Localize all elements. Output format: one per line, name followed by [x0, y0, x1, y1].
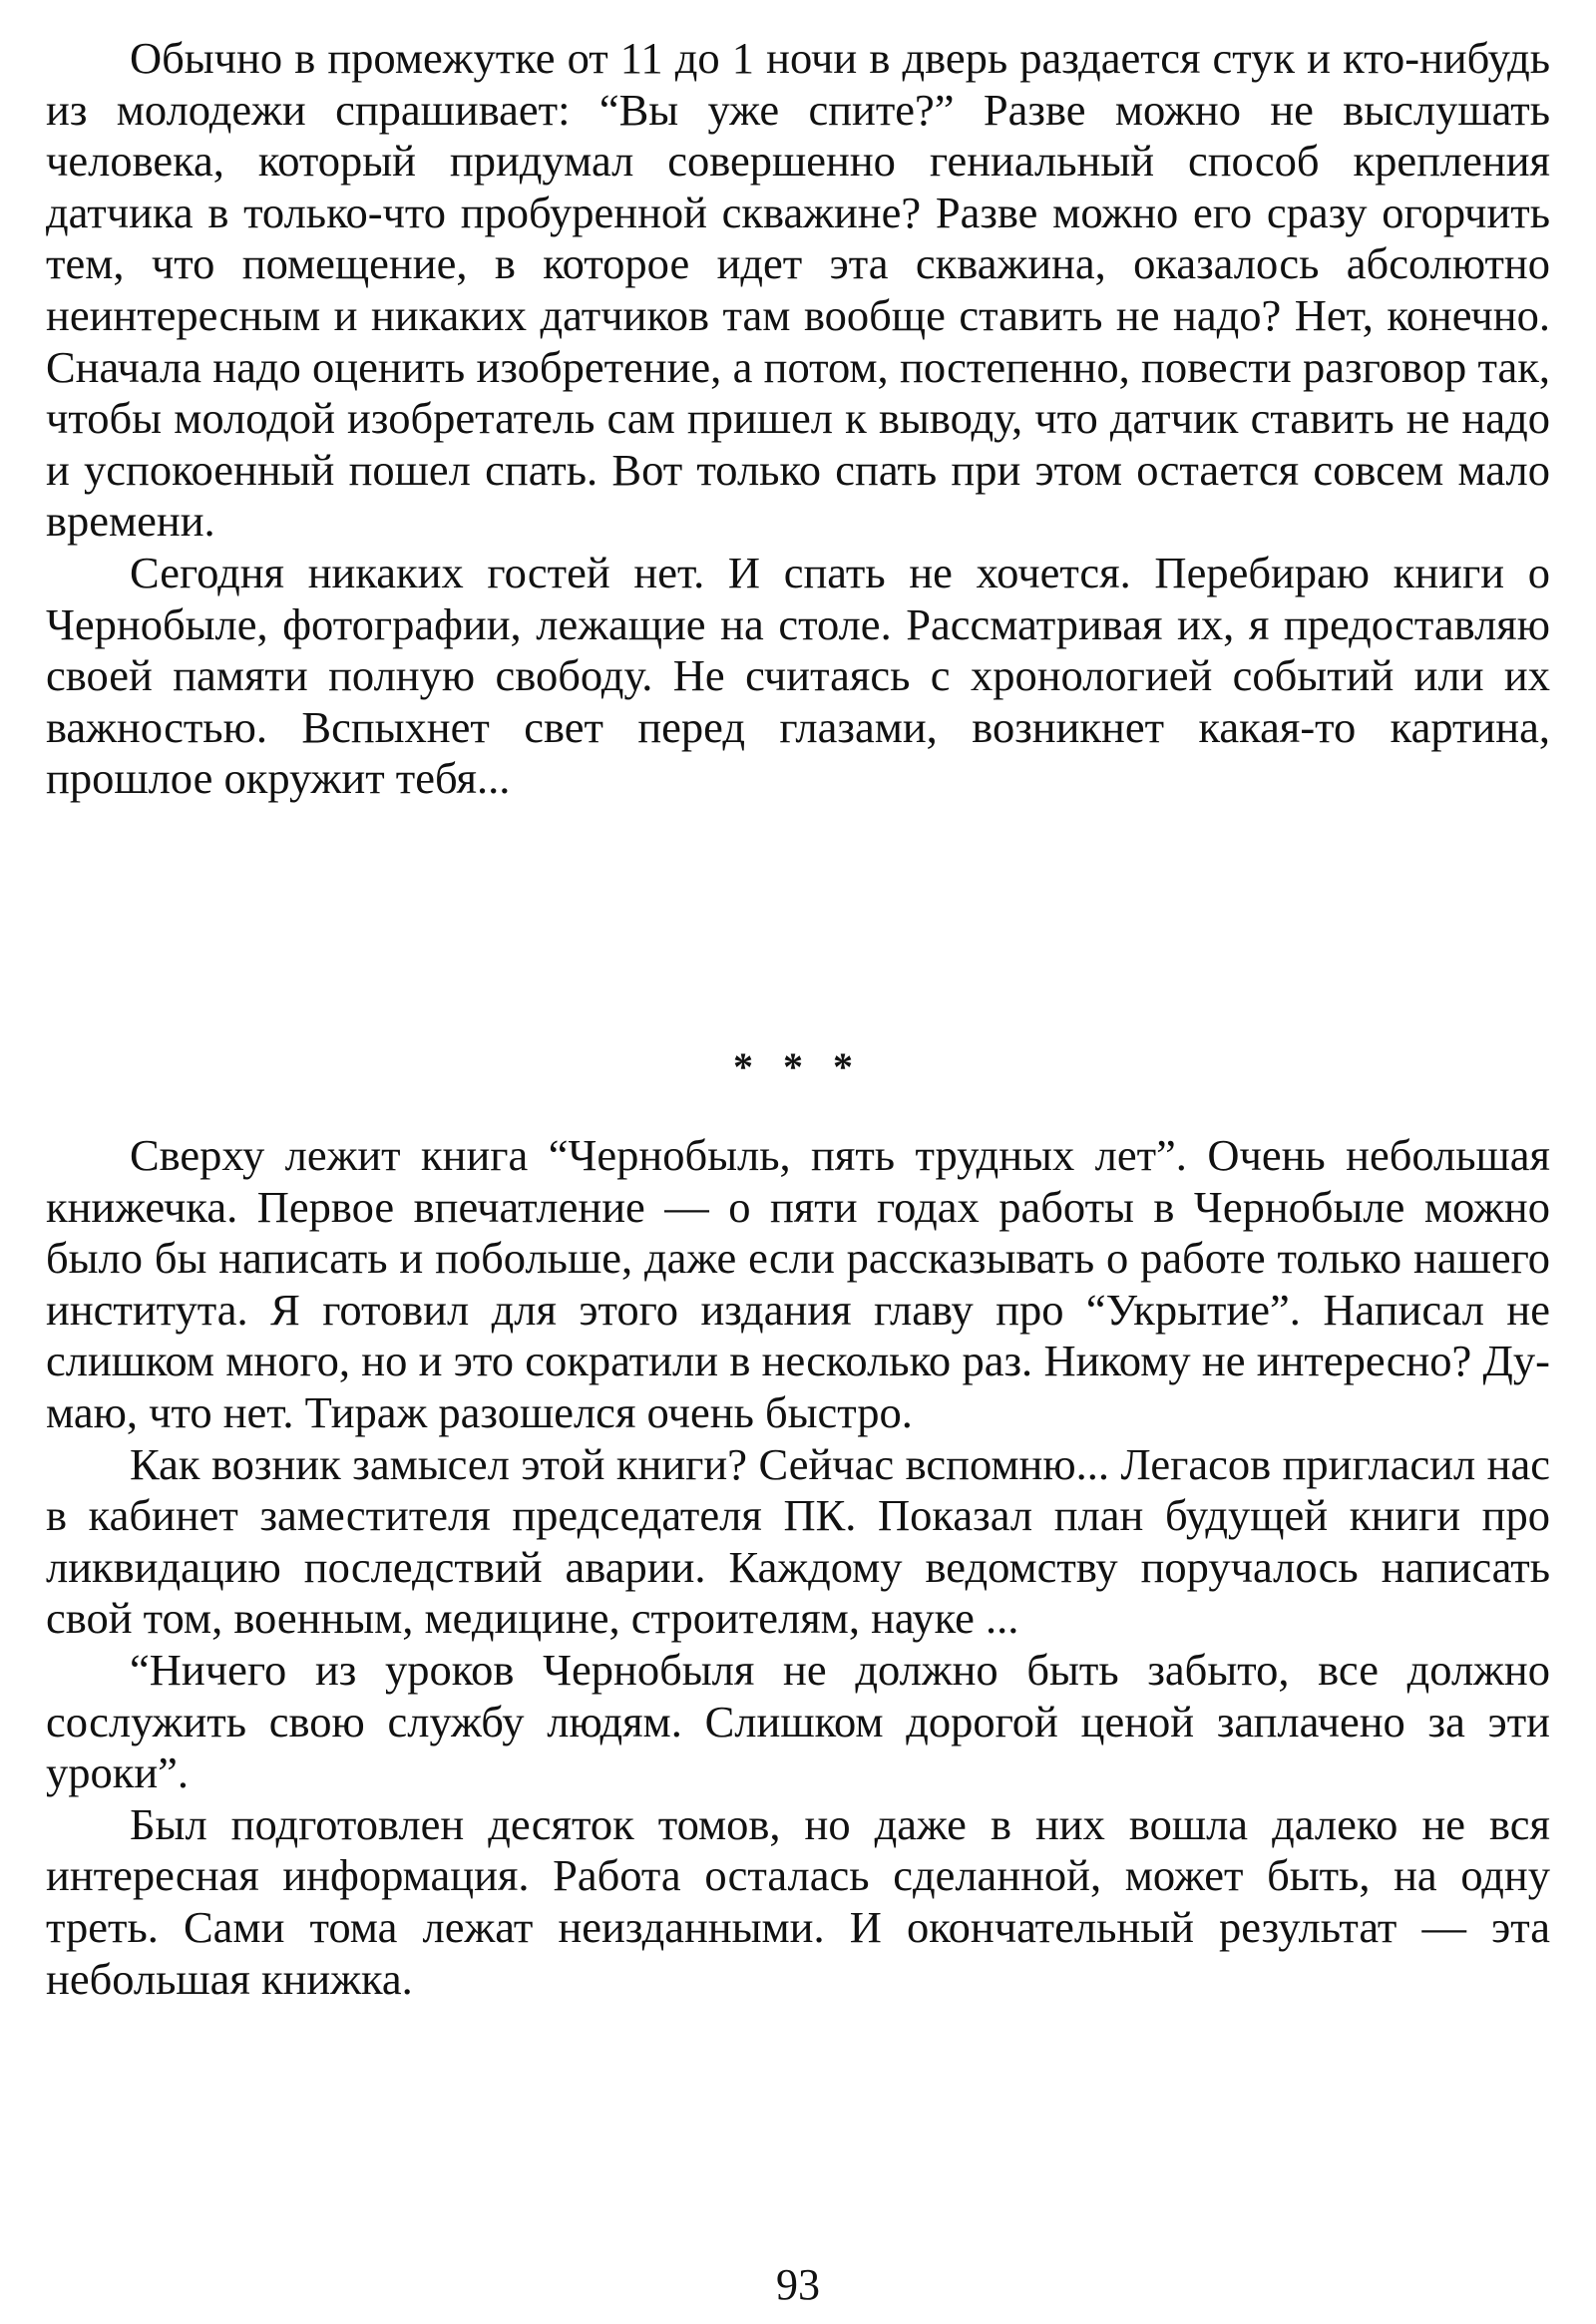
paragraph: Сверху лежит книга “Чернобыль, пять трудных лет”. Очень небольшая книжечка. Первое впечатление — о пяти годах работы в Чернобыле можно было бы написать и побольше, даже если рассказывать о работе только нашего института. Я готовил для этого издания главу про “Укрытие”. Написал не слишком много, но и это сократили в несколько раз. Никому не интересно? Думаю, что нет. Тираж разошелся очень быстро. [46, 1130, 1550, 1437]
section-separator: * * * [733, 1044, 863, 1089]
paragraph: Обычно в промежутке от 11 до 1 ночи в дверь раздается стук и кто-нибудь из молодежи спрашивает: “Вы уже спите?” Разве можно не выслушать человека, который придумал совершенно гениальный способ крепления датчика в только-что пробуренной скважине? Разве можно его сразу огорчить тем, что помещение, в которое идет эта скважина, оказалось абсолютно неинтересным и никаких датчиков там вообще ставить не надо? Нет, конечно. Сначала надо оценить изобретение, а потом, постепенно, повести разговор так, чтобы молодой изобретатель сам пришел к выводу, что датчик ставить не надо и успокоенный пошел спать. Вот только спать при этом остается совсем мало времени. [46, 33, 1550, 547]
paragraph: Был подготовлен десяток томов, но даже в них вошла далеко не вся интересная информация. Работа осталась сделанной, может быть, на одну треть. Сами тома лежат неизданными. И окончательный результат — эта небольшая книжка. [46, 1798, 1550, 2004]
paragraph: “Ничего из уроков Чернобыля не должно быть забыто, все должно сослужить свою службу людям. Слишком дорогой ценой заплачено за эти уроки”. [46, 1644, 1550, 1798]
paragraph: Как возник замысел этой книги? Сейчас вспомню... Легасов пригласил нас в кабинет заместителя председателя ПК. Показал план будущей книги про ликвидацию последствий аварии. Каждому ведомству поручалось написать свой том, военным, медицине, строителям, науке ... [46, 1438, 1550, 1644]
text-block-bottom [46, 1130, 1550, 2005]
page-number: 93 [776, 2260, 820, 2309]
paragraph: Сегодня никаких гостей нет. И спать не хочется. Перебираю книги о Чернобыле, фотографии, лежащие на столе. Рассматривая их, я предоставляю своей памяти полную свободу. Не считаясь с хронологией событий или их важностью. Вспыхнет свет перед глазами, возникнет какая-то картина, прошлое окружит тебя... [46, 547, 1550, 804]
text-block-top [46, 33, 1550, 805]
